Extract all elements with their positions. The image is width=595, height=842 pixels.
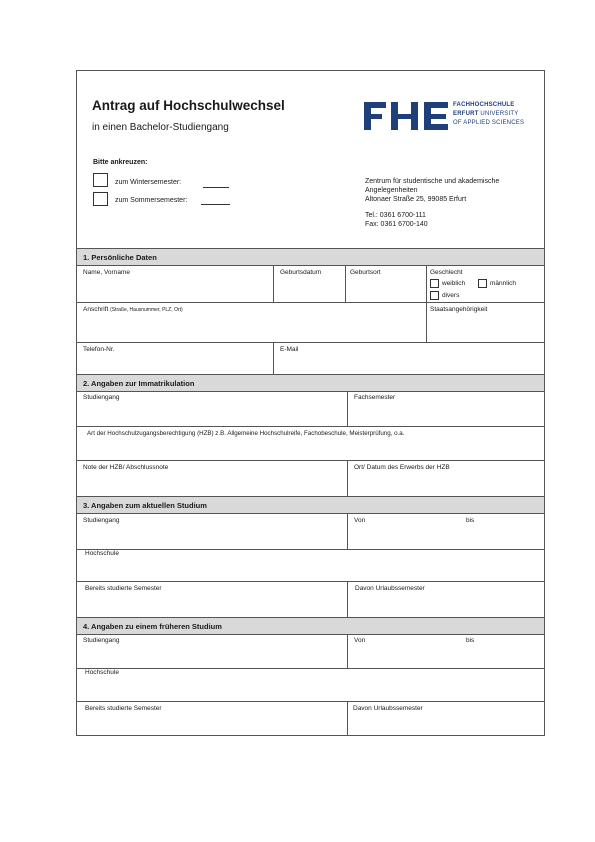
form-title: Antrag auf Hochschulwechsel	[92, 98, 285, 113]
hzb-ort-datum-label: Ort/ Datum des Erwerbs der HZB	[354, 464, 450, 471]
logo-line1: FACHHOCHSCHULE	[453, 102, 515, 108]
wintersemester-input[interactable]	[203, 187, 229, 188]
section-1-header: 1. Persönliche Daten	[77, 248, 544, 266]
aktuell-bis-label: bis	[466, 517, 475, 524]
geburtsort-label: Geburtsort	[350, 269, 381, 276]
section-3-header: 3. Angaben zum aktuellen Studium	[77, 496, 544, 514]
wintersemester-label: zum Wintersemester:	[115, 179, 182, 186]
divider	[347, 391, 348, 426]
staatsangehoerigkeit-label: Staatsangehörigkeit	[430, 306, 488, 313]
frueher-urlaub-label: Davon Urlaubssemester	[353, 705, 423, 712]
checkbox-instruction: Bitte ankreuzen:	[93, 159, 148, 166]
row-divider	[77, 549, 544, 550]
divers-checkbox[interactable]	[430, 291, 439, 300]
divider	[347, 634, 348, 668]
frueher-semester-label: Bereits studierte Semester	[85, 705, 162, 712]
aktuell-urlaub-label: Davon Urlaubssemester	[355, 585, 425, 592]
form-subtitle: in einen Bachelor-Studiengang	[92, 122, 229, 133]
sommersemester-input[interactable]	[201, 204, 230, 205]
frueher-von-label: Von	[354, 637, 366, 644]
maennlich-checkbox[interactable]	[478, 279, 487, 288]
frueher-hochschule-label: Hochschule	[85, 669, 119, 676]
logo-line3: OF APPLIED SCIENCES	[453, 120, 525, 126]
aktuell-studiengang-label: Studiengang	[83, 517, 120, 524]
frueher-bis-label: bis	[466, 637, 475, 644]
anschrift-label: Anschrift (Straße, Hausnummer, PLZ, Ort)	[83, 306, 183, 313]
row-divider	[77, 668, 544, 669]
maennlich-label: männlich	[490, 280, 517, 287]
logo-line2: ERFURT UNIVERSITY	[453, 111, 519, 117]
divider	[273, 342, 274, 375]
sommersemester-label: zum Sommersemester:	[115, 197, 188, 204]
fachsemester-label: Fachsemester	[354, 394, 396, 401]
divider	[347, 513, 348, 549]
fhe-logo-mark	[364, 100, 450, 132]
divider	[347, 581, 348, 617]
office-address: Zentrum für studentische und akademische Angelegenheiten Altonaer Straße 25, 99085 Erfurt Tel.: 0361 6700-111 Fax: 0361 6700-140	[365, 178, 500, 228]
row-divider	[77, 302, 544, 303]
weiblich-checkbox[interactable]	[430, 279, 439, 288]
divider	[347, 701, 348, 735]
geschlecht-label: Geschlecht	[430, 269, 463, 276]
row-divider	[77, 426, 544, 427]
studiengang-label: Studiengang	[83, 394, 120, 401]
telefon-label: Telefon-Nr.	[83, 346, 115, 353]
email-label: E-Mail	[280, 346, 299, 353]
row-divider	[77, 701, 544, 702]
name-label: Name, Vorname	[83, 269, 130, 276]
weiblich-label: weiblich	[442, 280, 466, 287]
hzb-note-label: Note der HZB/ Abschlussnote	[83, 464, 169, 471]
divider	[426, 265, 427, 342]
aktuell-von-label: Von	[354, 517, 366, 524]
section-4-header: 4. Angaben zu einem früheren Studium	[77, 617, 544, 635]
divers-label: divers	[442, 292, 460, 299]
wintersemester-checkbox[interactable]	[93, 173, 108, 187]
form-frame	[76, 70, 545, 736]
geburtsdatum-label: Geburtsdatum	[280, 269, 322, 276]
row-divider	[77, 342, 544, 343]
row-divider	[77, 581, 544, 582]
aktuell-hochschule-label: Hochschule	[85, 550, 119, 557]
section-2-header: 2. Angaben zur Immatrikulation	[77, 374, 544, 392]
sommersemester-checkbox[interactable]	[93, 192, 108, 206]
divider	[273, 265, 274, 302]
divider	[345, 265, 346, 302]
frueher-studiengang-label: Studiengang	[83, 637, 120, 644]
aktuell-semester-label: Bereits studierte Semester	[85, 585, 162, 592]
fhe-logo	[364, 100, 529, 134]
hzb-art-label: Art der Hochschulzugangsberechtigung (HZB) z.B. Allgemeine Hochschulreife, Fachobeschule, Meisterprüfung, o.a.	[87, 430, 405, 437]
row-divider	[77, 460, 544, 461]
divider	[347, 460, 348, 496]
